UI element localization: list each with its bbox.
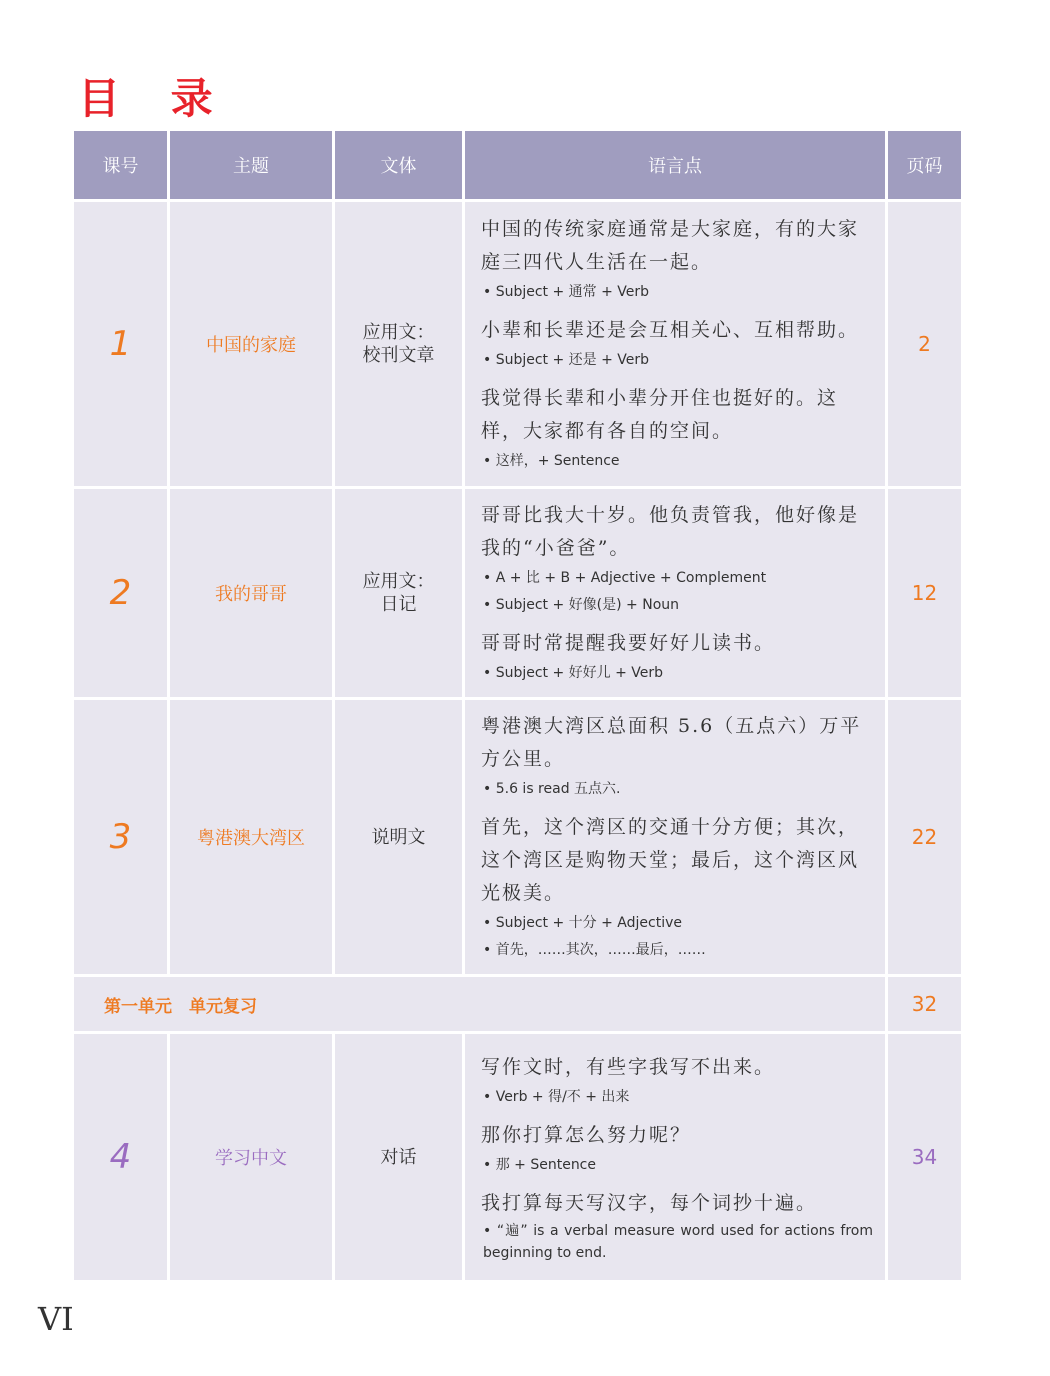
lesson-topic[interactable]: 中国的家庭 [206, 335, 296, 356]
example-sentence: 小辈和长辈还是会互相关心、互相帮助。 [481, 319, 860, 341]
table-row [74, 700, 961, 974]
lesson-topic[interactable]: 粤港澳大湾区 [197, 828, 305, 849]
language-points [465, 1034, 885, 1280]
grammar-point: • 那 + Sentence [483, 1156, 596, 1173]
example-sentence: 中国的传统家庭通常是大家庭，有的大家庭三四代人生活在一起。 [481, 218, 860, 273]
table-row [74, 489, 961, 697]
grammar-point: • Subject + 好好儿 + Verb [483, 665, 664, 681]
grammar-point: • Subject + 好像(是) + Noun [483, 597, 680, 613]
header-row [74, 131, 961, 199]
grammar-point: • Subject + 十分 + Adjective [483, 915, 683, 931]
header-genre: 文体 [335, 131, 462, 199]
page-number[interactable]: 2 [918, 332, 931, 356]
table-row [74, 202, 961, 486]
example-sentence: 首先，这个湾区的交通十分方便；其次，这个湾区是购物天堂；最后，这个湾区风光极美。 [481, 816, 860, 904]
table-row [74, 1034, 961, 1280]
lesson-topic[interactable]: 学习中文 [215, 1148, 287, 1169]
page-number[interactable]: 12 [911, 581, 938, 605]
grammar-point: • Subject + 还是 + Verb [483, 352, 650, 368]
example-sentence: 粤港澳大湾区总面积 5.6（五点六）万平方公里。 [481, 715, 862, 770]
example-sentence: 我打算每天写汉字，每个词抄十遍。 [481, 1191, 818, 1214]
page-title: 目 录 [78, 74, 231, 123]
grammar-point: • 这样，+ Sentence [483, 453, 620, 469]
example-sentence: 哥哥时常提醒我要好好儿读书。 [481, 632, 776, 654]
header-page: 页码 [888, 131, 961, 199]
header-language-points: 语言点 [465, 131, 885, 199]
page-number[interactable]: 22 [911, 825, 938, 849]
lesson-number: 3 [109, 817, 132, 857]
lesson-number: 4 [109, 1137, 132, 1177]
example-sentence: 我觉得长辈和小辈分开住也挺好的。这样，大家都有各自的空间。 [481, 387, 839, 442]
lesson-genre-sub: 日记 [380, 594, 417, 615]
page-number-footer: VI [38, 1300, 74, 1338]
grammar-point: • “遍” is a verbal measure word used for actions from beginning to end. [483, 1222, 873, 1261]
header-topic: 主题 [170, 131, 332, 199]
grammar-point: • 首先，……其次，……最后，…… [483, 942, 706, 958]
language-points [465, 489, 885, 697]
lesson-genre: 说明文 [371, 826, 426, 848]
example-sentence: 那你打算怎么努力呢？ [481, 1123, 692, 1146]
language-points [465, 202, 885, 486]
lesson-number: 2 [109, 573, 132, 613]
language-points [465, 700, 885, 974]
lesson-topic[interactable]: 我的哥哥 [215, 584, 287, 605]
grammar-point: • A + 比 + B + Adjective + Complement [483, 570, 767, 586]
grammar-point: • Verb + 得/不 + 出来 [483, 1088, 630, 1105]
grammar-point: • Subject + 通常 + Verb [483, 284, 650, 300]
review-row [74, 977, 961, 1031]
header-lesson-number: 课号 [74, 131, 167, 199]
lesson-genre: 应用文： [362, 322, 435, 343]
lesson-number: 1 [109, 324, 132, 364]
toc-table [71, 128, 964, 1283]
unit-review-label[interactable]: 第一单元 单元复习 [74, 977, 885, 1031]
lesson-genre-sub: 校刊文章 [362, 345, 435, 366]
page-number[interactable]: 34 [911, 1145, 938, 1169]
grammar-point: • 5.6 is read 五点六. [483, 781, 621, 797]
lesson-genre: 对话 [380, 1146, 417, 1168]
lesson-genre: 应用文： [362, 571, 435, 592]
page-number[interactable]: 32 [911, 992, 938, 1016]
example-sentence: 哥哥比我大十岁。他负责管我，他好像是我的“小爸爸”。 [481, 504, 860, 559]
example-sentence: 写作文时，有些字我写不出来。 [481, 1055, 776, 1078]
